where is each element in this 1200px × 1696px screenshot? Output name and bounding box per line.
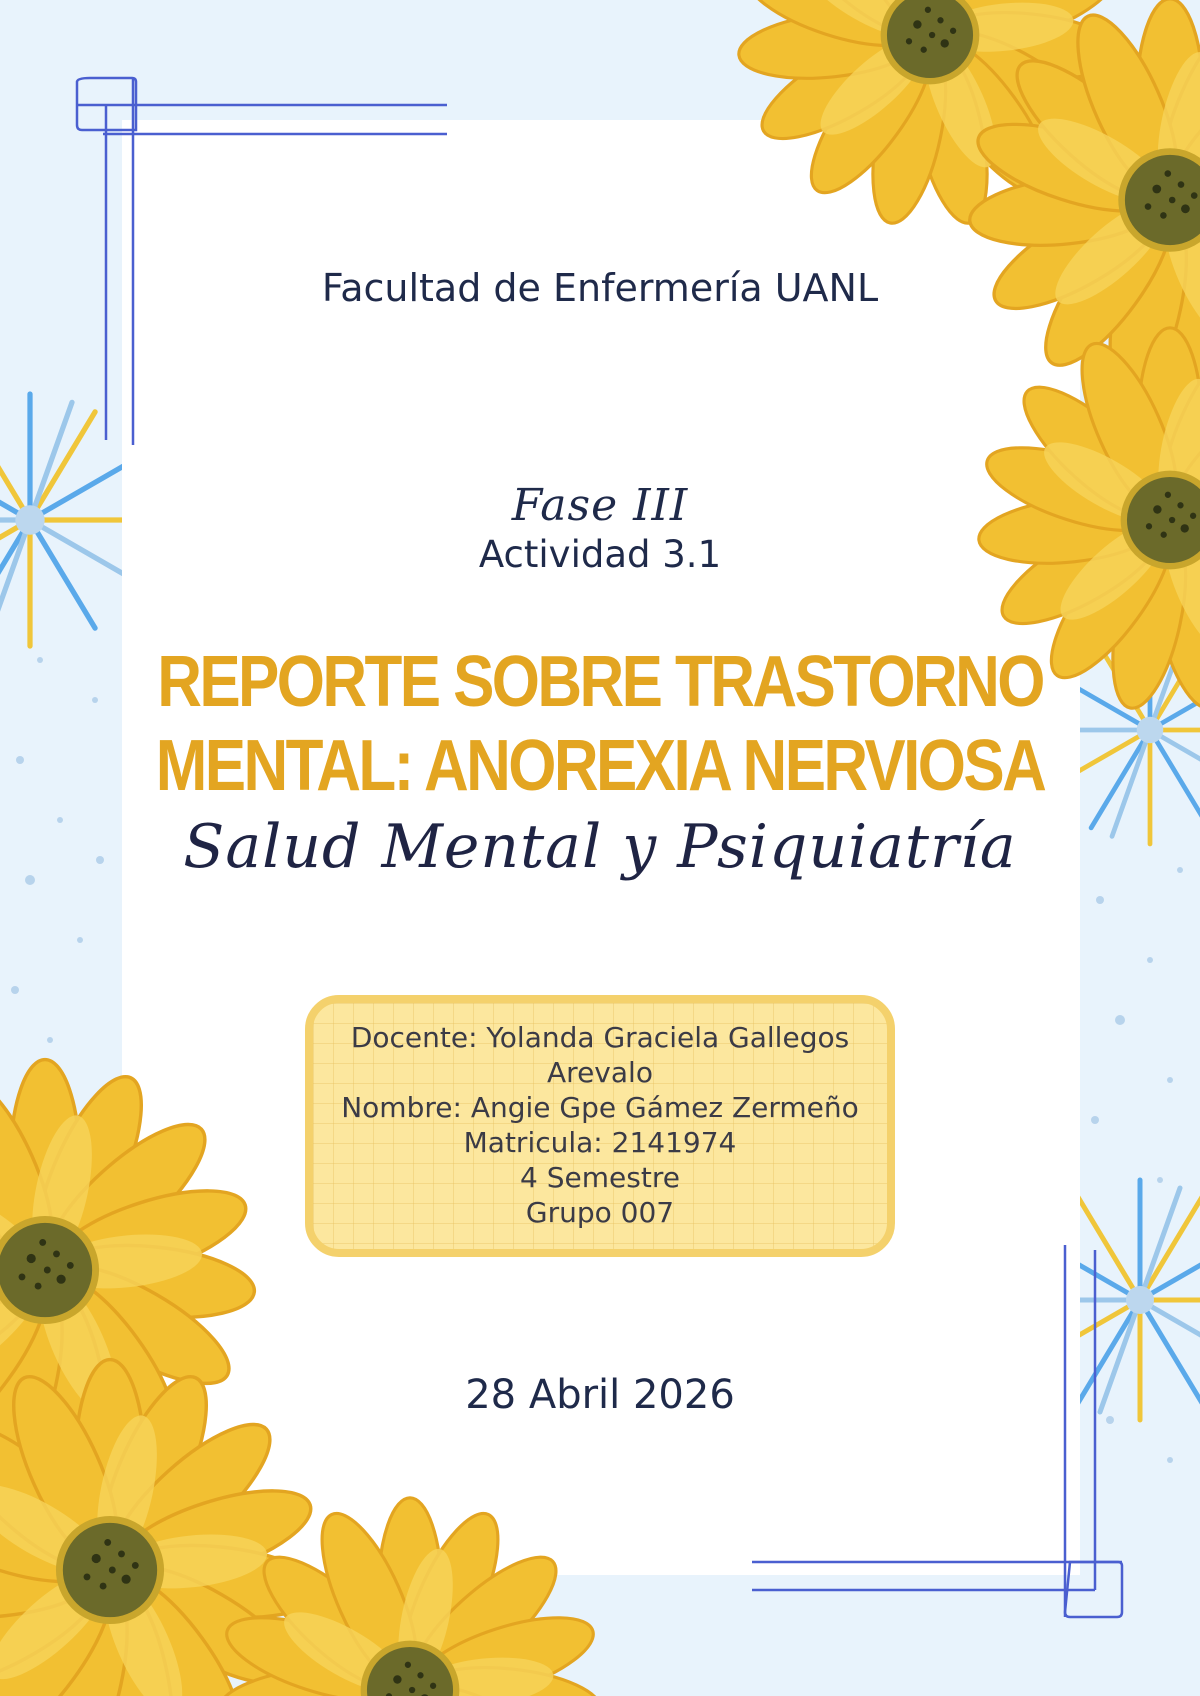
semester: 4 Semestre <box>520 1161 680 1194</box>
info-box-text <box>305 1020 895 1230</box>
subject-name: Salud Mental y Psiquiatría <box>183 812 1017 882</box>
teacher-line-1: Docente: Yolanda Graciela Gallegos <box>350 1021 850 1054</box>
enrollment-number: Matricula: 2141974 <box>463 1126 737 1159</box>
group: Grupo 007 <box>525 1196 675 1229</box>
report-title <box>84 640 1116 808</box>
document-date: 28 Abril 2026 <box>465 1372 735 1418</box>
teacher-line-2: Arevalo <box>547 1056 653 1089</box>
faculty-name: Facultad de Enfermería UANL <box>321 266 879 310</box>
activity-label: Actividad 3.1 <box>478 533 722 576</box>
report-title-line-2: MENTAL: ANOREXIA NERVIOSA <box>155 726 1045 806</box>
student-name: Nombre: Angie Gpe Gámez Zermeño <box>341 1091 859 1124</box>
phase-label: Fase III <box>511 480 689 531</box>
report-title-line-1: REPORTE SOBRE TRASTORNO <box>157 642 1043 722</box>
